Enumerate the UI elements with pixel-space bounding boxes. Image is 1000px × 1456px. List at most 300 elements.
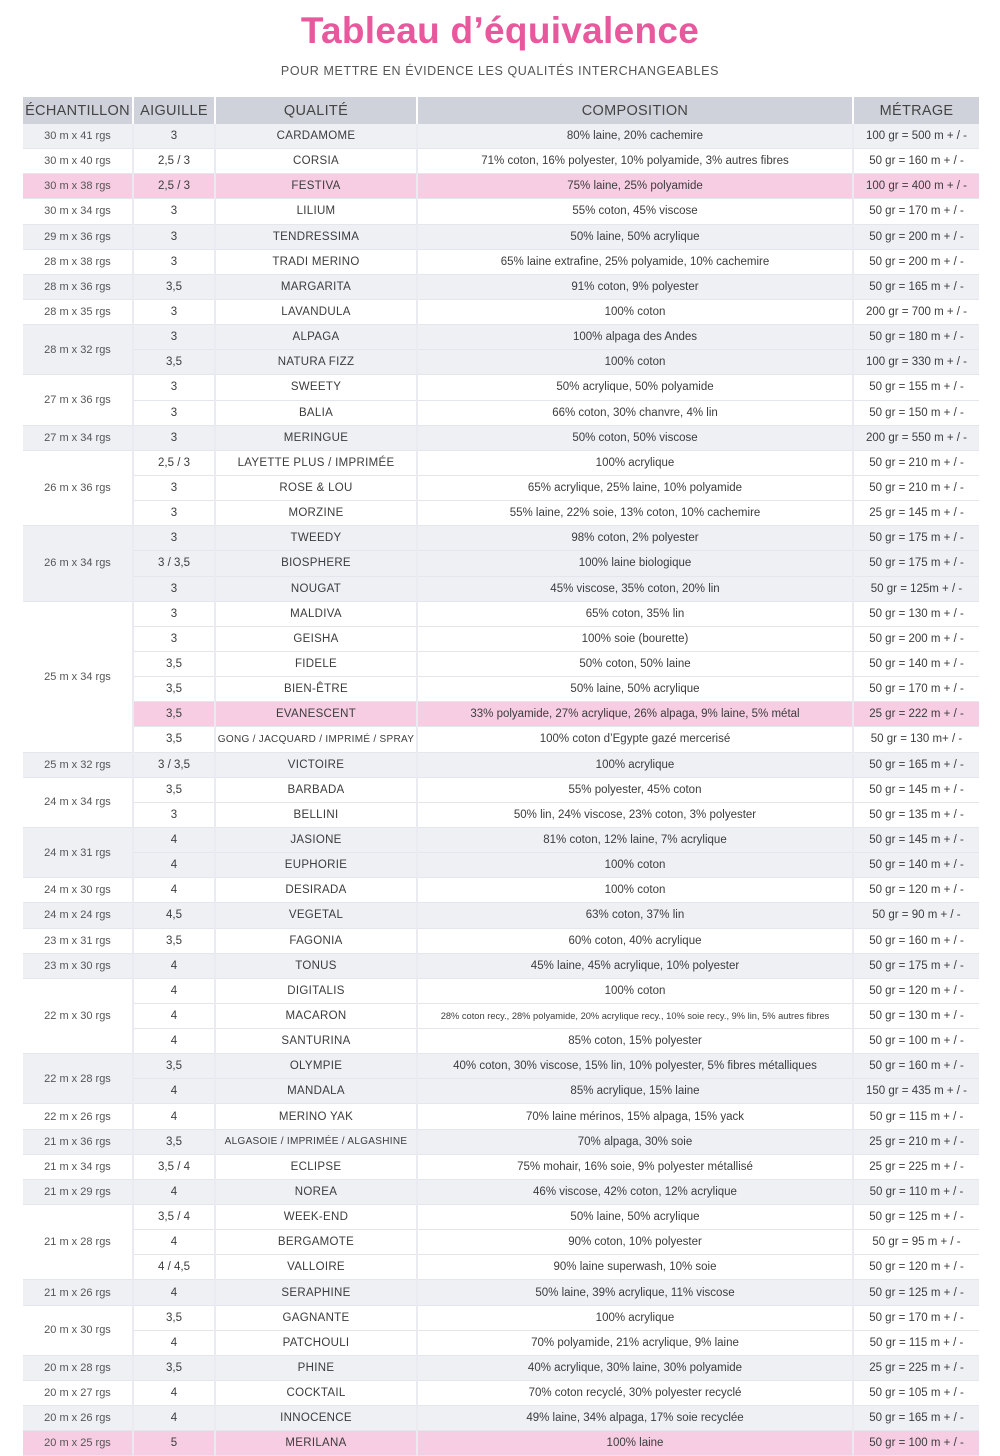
- cell-composition: 65% acrylique, 25% laine, 10% polyamide: [417, 475, 853, 500]
- cell-aiguille: 2,5 / 3: [133, 149, 215, 174]
- cell-metrage: 50 gr = 175 m + / -: [853, 953, 979, 978]
- cell-qualite: FESTIVA: [215, 174, 417, 199]
- cell-composition: 50% laine, 39% acrylique, 11% viscose: [417, 1280, 853, 1305]
- table-row: [23, 299, 979, 324]
- cell-aiguille: 3 / 3,5: [133, 551, 215, 576]
- cell-aiguille: 3: [133, 576, 215, 601]
- cell-aiguille: 3,5: [133, 677, 215, 702]
- cell-aiguille: 3: [133, 124, 215, 149]
- cell-echantillon: 20 m x 27 rgs: [23, 1381, 133, 1406]
- cell-aiguille: 4: [133, 1029, 215, 1054]
- cell-qualite: MERINGUE: [215, 425, 417, 450]
- cell-qualite: NATURA FIZZ: [215, 350, 417, 375]
- cell-composition: 100% coton: [417, 853, 853, 878]
- cell-qualite: MORZINE: [215, 501, 417, 526]
- cell-metrage: 50 gr = 170 m + / -: [853, 1305, 979, 1330]
- cell-aiguille: 2,5 / 3: [133, 450, 215, 475]
- cell-composition: 50% lin, 24% viscose, 23% coton, 3% polyester: [417, 802, 853, 827]
- cell-aiguille: 4: [133, 1330, 215, 1355]
- cell-aiguille: 3,5: [133, 1054, 215, 1079]
- table-row: [23, 1029, 979, 1054]
- cell-aiguille: 3: [133, 224, 215, 249]
- cell-aiguille: 4,5: [133, 903, 215, 928]
- cell-aiguille: 4: [133, 827, 215, 852]
- cell-qualite: VEGETAL: [215, 903, 417, 928]
- cell-qualite: LILIUM: [215, 199, 417, 224]
- cell-metrage: 50 gr = 165 m + / -: [853, 274, 979, 299]
- cell-metrage: 50 gr = 125 m + / -: [853, 1205, 979, 1230]
- cell-metrage: 25 gr = 210 m + / -: [853, 1129, 979, 1154]
- cell-echantillon: 22 m x 30 rgs: [23, 978, 133, 1053]
- cell-metrage: 50 gr = 155 m + / -: [853, 375, 979, 400]
- cell-qualite: SANTURINA: [215, 1029, 417, 1054]
- table-row: [23, 425, 979, 450]
- table-row: [23, 274, 979, 299]
- table-row: [23, 802, 979, 827]
- cell-echantillon: 22 m x 28 rgs: [23, 1054, 133, 1104]
- header-echantillon: ÉCHANTILLON: [23, 97, 133, 124]
- cell-composition: 50% acrylique, 50% polyamide: [417, 375, 853, 400]
- cell-composition: 98% coton, 2% polyester: [417, 526, 853, 551]
- cell-metrage: 50 gr = 180 m + / -: [853, 325, 979, 350]
- cell-aiguille: 3,5 / 4: [133, 1154, 215, 1179]
- cell-echantillon: 22 m x 26 rgs: [23, 1104, 133, 1129]
- table-row: [23, 601, 979, 626]
- cell-echantillon: 23 m x 31 rgs: [23, 928, 133, 953]
- table-row: [23, 1129, 979, 1154]
- cell-metrage: 25 gr = 145 m + / -: [853, 501, 979, 526]
- cell-aiguille: 3: [133, 626, 215, 651]
- cell-metrage: 50 gr = 130 m+ / -: [853, 727, 979, 752]
- cell-composition: 100% coton d’Egypte gazé mercerisé: [417, 727, 853, 752]
- cell-composition: 60% coton, 40% acrylique: [417, 928, 853, 953]
- cell-composition: 63% coton, 37% lin: [417, 903, 853, 928]
- cell-echantillon: 20 m x 28 rgs: [23, 1355, 133, 1380]
- cell-metrage: 50 gr = 125m + / -: [853, 576, 979, 601]
- cell-aiguille: 3,5: [133, 702, 215, 727]
- cell-qualite: DIGITALIS: [215, 978, 417, 1003]
- cell-qualite: BARBADA: [215, 777, 417, 802]
- cell-echantillon: 24 m x 24 rgs: [23, 903, 133, 928]
- cell-echantillon: 24 m x 34 rgs: [23, 777, 133, 827]
- cell-metrage: 100 gr = 400 m + / -: [853, 174, 979, 199]
- cell-aiguille: 3 / 3,5: [133, 752, 215, 777]
- header-qualite: QUALITÉ: [215, 97, 417, 124]
- cell-metrage: 50 gr = 160 m + / -: [853, 149, 979, 174]
- cell-echantillon: 26 m x 36 rgs: [23, 450, 133, 525]
- cell-qualite: BIEN-ÊTRE: [215, 677, 417, 702]
- cell-qualite: PATCHOULI: [215, 1330, 417, 1355]
- cell-qualite: ALPAGA: [215, 325, 417, 350]
- cell-aiguille: 4: [133, 1079, 215, 1104]
- cell-aiguille: 4: [133, 853, 215, 878]
- cell-composition: 28% coton recy., 28% polyamide, 20% acrylique recy., 10% soie recy., 9% lin, 5% autres fibres: [417, 1003, 853, 1028]
- cell-composition: 65% coton, 35% lin: [417, 601, 853, 626]
- cell-qualite: ECLIPSE: [215, 1154, 417, 1179]
- cell-composition: 100% laine: [417, 1431, 853, 1456]
- cell-composition: 66% coton, 30% chanvre, 4% lin: [417, 400, 853, 425]
- cell-metrage: 50 gr = 160 m + / -: [853, 928, 979, 953]
- cell-qualite: TRADI MERINO: [215, 249, 417, 274]
- cell-aiguille: 3: [133, 199, 215, 224]
- cell-composition: 81% coton, 12% laine, 7% acrylique: [417, 827, 853, 852]
- cell-qualite: LAYETTE PLUS / IMPRIMÉE: [215, 450, 417, 475]
- cell-qualite: MERILANA: [215, 1431, 417, 1456]
- cell-aiguille: 4: [133, 1179, 215, 1204]
- cell-aiguille: 3: [133, 375, 215, 400]
- table-row: [23, 1205, 979, 1230]
- table-row: [23, 475, 979, 500]
- table-header-row: [23, 97, 979, 124]
- table-row: [23, 249, 979, 274]
- header-composition: COMPOSITION: [417, 97, 853, 124]
- cell-echantillon: 28 m x 38 rgs: [23, 249, 133, 274]
- cell-qualite: INNOCENCE: [215, 1406, 417, 1431]
- cell-metrage: 50 gr = 175 m + / -: [853, 551, 979, 576]
- cell-metrage: 50 gr = 90 m + / -: [853, 903, 979, 928]
- cell-aiguille: 4: [133, 1104, 215, 1129]
- cell-composition: 71% coton, 16% polyester, 10% polyamide, 3% autres fibres: [417, 149, 853, 174]
- table-row: [23, 350, 979, 375]
- cell-composition: 90% laine superwash, 10% soie: [417, 1255, 853, 1280]
- cell-echantillon: 28 m x 35 rgs: [23, 299, 133, 324]
- cell-metrage: 25 gr = 222 m + / -: [853, 702, 979, 727]
- cell-composition: 55% laine, 22% soie, 13% coton, 10% cachemire: [417, 501, 853, 526]
- cell-composition: 40% acrylique, 30% laine, 30% polyamide: [417, 1355, 853, 1380]
- cell-aiguille: 3: [133, 425, 215, 450]
- table-row: [23, 1003, 979, 1028]
- cell-aiguille: 4: [133, 1003, 215, 1028]
- cell-echantillon: 25 m x 32 rgs: [23, 752, 133, 777]
- cell-qualite: EVANESCENT: [215, 702, 417, 727]
- cell-composition: 50% laine, 50% acrylique: [417, 1205, 853, 1230]
- table-row: [23, 149, 979, 174]
- table-row: [23, 1305, 979, 1330]
- cell-composition: 70% coton recyclé, 30% polyester recyclé: [417, 1381, 853, 1406]
- cell-metrage: 50 gr = 170 m + / -: [853, 677, 979, 702]
- cell-composition: 100% coton: [417, 299, 853, 324]
- cell-qualite: SERAPHINE: [215, 1280, 417, 1305]
- cell-echantillon: 25 m x 34 rgs: [23, 601, 133, 752]
- table-row: [23, 702, 979, 727]
- cell-echantillon: 30 m x 41 rgs: [23, 124, 133, 149]
- cell-metrage: 50 gr = 160 m + / -: [853, 1054, 979, 1079]
- cell-qualite: ROSE & LOU: [215, 475, 417, 500]
- cell-echantillon: 24 m x 31 rgs: [23, 827, 133, 877]
- cell-aiguille: 3: [133, 475, 215, 500]
- table-row: [23, 953, 979, 978]
- table-row: [23, 827, 979, 852]
- cell-composition: 75% mohair, 16% soie, 9% polyester métallisé: [417, 1154, 853, 1179]
- cell-echantillon: 27 m x 36 rgs: [23, 375, 133, 425]
- cell-echantillon: 21 m x 34 rgs: [23, 1154, 133, 1179]
- cell-echantillon: 21 m x 36 rgs: [23, 1129, 133, 1154]
- cell-qualite: GONG / JACQUARD / IMPRIMÉ / SPRAY: [215, 727, 417, 752]
- table-row: [23, 727, 979, 752]
- cell-aiguille: 4: [133, 953, 215, 978]
- table-row: [23, 1431, 979, 1456]
- table-row: [23, 551, 979, 576]
- cell-qualite: COCKTAIL: [215, 1381, 417, 1406]
- table-row: [23, 878, 979, 903]
- cell-composition: 90% coton, 10% polyester: [417, 1230, 853, 1255]
- cell-composition: 100% coton: [417, 978, 853, 1003]
- cell-aiguille: 3: [133, 526, 215, 551]
- cell-metrage: 50 gr = 140 m + / -: [853, 651, 979, 676]
- table-row: [23, 752, 979, 777]
- cell-metrage: 25 gr = 225 m + / -: [853, 1355, 979, 1380]
- cell-echantillon: 21 m x 28 rgs: [23, 1205, 133, 1280]
- cell-composition: 50% laine, 50% acrylique: [417, 224, 853, 249]
- cell-aiguille: 3,5 / 4: [133, 1205, 215, 1230]
- cell-metrage: 50 gr = 135 m + / -: [853, 802, 979, 827]
- cell-metrage: 50 gr = 145 m + / -: [853, 827, 979, 852]
- cell-qualite: DESIRADA: [215, 878, 417, 903]
- cell-qualite: JASIONE: [215, 827, 417, 852]
- table-row: [23, 375, 979, 400]
- table-row: [23, 1330, 979, 1355]
- cell-metrage: 200 gr = 550 m + / -: [853, 425, 979, 450]
- cell-aiguille: 3,5: [133, 350, 215, 375]
- cell-qualite: TONUS: [215, 953, 417, 978]
- cell-echantillon: 24 m x 30 rgs: [23, 878, 133, 903]
- cell-aiguille: 2,5 / 3: [133, 174, 215, 199]
- table-row: [23, 124, 979, 149]
- cell-qualite: GEISHA: [215, 626, 417, 651]
- cell-composition: 70% polyamide, 21% acrylique, 9% laine: [417, 1330, 853, 1355]
- cell-echantillon: 26 m x 34 rgs: [23, 526, 133, 601]
- cell-composition: 91% coton, 9% polyester: [417, 274, 853, 299]
- cell-metrage: 50 gr = 165 m + / -: [853, 752, 979, 777]
- page-title: Tableau d’équivalence: [300, 10, 700, 51]
- table-row: [23, 576, 979, 601]
- cell-metrage: 50 gr = 200 m + / -: [853, 626, 979, 651]
- cell-composition: 65% laine extrafine, 25% polyamide, 10% cachemire: [417, 249, 853, 274]
- table-row: [23, 853, 979, 878]
- cell-metrage: 50 gr = 210 m + / -: [853, 450, 979, 475]
- cell-metrage: 50 gr = 110 m + / -: [853, 1179, 979, 1204]
- cell-metrage: 50 gr = 130 m + / -: [853, 1003, 979, 1028]
- cell-metrage: 50 gr = 100 m + / -: [853, 1029, 979, 1054]
- cell-echantillon: 20 m x 30 rgs: [23, 1305, 133, 1355]
- table-row: [23, 1054, 979, 1079]
- table-row: [23, 325, 979, 350]
- cell-aiguille: 5: [133, 1431, 215, 1456]
- cell-metrage: 50 gr = 140 m + / -: [853, 853, 979, 878]
- cell-echantillon: 27 m x 34 rgs: [23, 425, 133, 450]
- table-row: [23, 199, 979, 224]
- cell-metrage: 50 gr = 150 m + / -: [853, 400, 979, 425]
- cell-composition: 50% laine, 50% acrylique: [417, 677, 853, 702]
- cell-qualite: SWEETY: [215, 375, 417, 400]
- cell-composition: 100% soie (bourette): [417, 626, 853, 651]
- cell-aiguille: 4: [133, 978, 215, 1003]
- table-row: [23, 1104, 979, 1129]
- cell-composition: 40% coton, 30% viscose, 15% lin, 10% polyester, 5% fibres métalliques: [417, 1054, 853, 1079]
- cell-composition: 33% polyamide, 27% acrylique, 26% alpaga, 9% laine, 5% métal: [417, 702, 853, 727]
- cell-composition: 55% coton, 45% viscose: [417, 199, 853, 224]
- cell-metrage: 50 gr = 165 m + / -: [853, 1406, 979, 1431]
- cell-metrage: 50 gr = 130 m + / -: [853, 601, 979, 626]
- cell-echantillon: 30 m x 34 rgs: [23, 199, 133, 224]
- cell-aiguille: 4: [133, 1381, 215, 1406]
- cell-metrage: 50 gr = 125 m + / -: [853, 1280, 979, 1305]
- cell-composition: 100% acrylique: [417, 752, 853, 777]
- cell-aiguille: 3: [133, 802, 215, 827]
- cell-composition: 70% laine mérinos, 15% alpaga, 15% yack: [417, 1104, 853, 1129]
- cell-composition: 55% polyester, 45% coton: [417, 777, 853, 802]
- cell-qualite: FAGONIA: [215, 928, 417, 953]
- cell-aiguille: 3: [133, 501, 215, 526]
- cell-aiguille: 4 / 4,5: [133, 1255, 215, 1280]
- cell-qualite: CORSIA: [215, 149, 417, 174]
- cell-aiguille: 3,5: [133, 1305, 215, 1330]
- cell-qualite: BELLINI: [215, 802, 417, 827]
- table-row: [23, 400, 979, 425]
- equivalence-table: [23, 97, 979, 1456]
- cell-qualite: MARGARITA: [215, 274, 417, 299]
- cell-aiguille: 3,5: [133, 777, 215, 802]
- cell-aiguille: 3,5: [133, 1129, 215, 1154]
- cell-composition: 45% viscose, 35% coton, 20% lin: [417, 576, 853, 601]
- cell-qualite: FIDELE: [215, 651, 417, 676]
- cell-qualite: CARDAMOME: [215, 124, 417, 149]
- table-row: [23, 1154, 979, 1179]
- cell-qualite: PHINE: [215, 1355, 417, 1380]
- cell-echantillon: 20 m x 26 rgs: [23, 1406, 133, 1431]
- cell-aiguille: 4: [133, 1280, 215, 1305]
- cell-composition: 100% alpaga des Andes: [417, 325, 853, 350]
- table-row: [23, 626, 979, 651]
- cell-qualite: MERINO YAK: [215, 1104, 417, 1129]
- cell-metrage: 50 gr = 120 m + / -: [853, 1255, 979, 1280]
- cell-metrage: 50 gr = 200 m + / -: [853, 224, 979, 249]
- page-subtitle: POUR METTRE EN ÉVIDENCE LES QUALITÉS INTERCHANGEABLES: [280, 64, 720, 78]
- cell-aiguille: 3,5: [133, 274, 215, 299]
- cell-metrage: 50 gr = 115 m + / -: [853, 1104, 979, 1129]
- cell-metrage: 25 gr = 225 m + / -: [853, 1154, 979, 1179]
- cell-qualite: NOREA: [215, 1179, 417, 1204]
- cell-composition: 50% coton, 50% laine: [417, 651, 853, 676]
- cell-echantillon: 30 m x 38 rgs: [23, 174, 133, 199]
- cell-composition: 70% alpaga, 30% soie: [417, 1129, 853, 1154]
- table-row: [23, 224, 979, 249]
- cell-metrage: 50 gr = 115 m + / -: [853, 1330, 979, 1355]
- table-row: [23, 174, 979, 199]
- cell-qualite: BERGAMOTE: [215, 1230, 417, 1255]
- cell-metrage: 50 gr = 105 m + / -: [853, 1381, 979, 1406]
- cell-aiguille: 4: [133, 1406, 215, 1431]
- cell-metrage: 50 gr = 100 m + / -: [853, 1431, 979, 1456]
- cell-composition: 45% laine, 45% acrylique, 10% polyester: [417, 953, 853, 978]
- cell-echantillon: 23 m x 30 rgs: [23, 953, 133, 978]
- table-row: [23, 1255, 979, 1280]
- cell-metrage: 100 gr = 330 m + / -: [853, 350, 979, 375]
- cell-aiguille: 3: [133, 325, 215, 350]
- cell-echantillon: 28 m x 32 rgs: [23, 325, 133, 375]
- cell-aiguille: 3,5: [133, 1355, 215, 1380]
- cell-qualite: VICTOIRE: [215, 752, 417, 777]
- cell-metrage: 50 gr = 120 m + / -: [853, 878, 979, 903]
- cell-echantillon: 29 m x 36 rgs: [23, 224, 133, 249]
- cell-qualite: ALGASOIE / IMPRIMÉE / ALGASHINE: [215, 1129, 417, 1154]
- cell-composition: 100% acrylique: [417, 450, 853, 475]
- cell-qualite: EUPHORIE: [215, 853, 417, 878]
- cell-composition: 85% coton, 15% polyester: [417, 1029, 853, 1054]
- cell-composition: 46% viscose, 42% coton, 12% acrylique: [417, 1179, 853, 1204]
- table-row: [23, 777, 979, 802]
- cell-aiguille: 4: [133, 1230, 215, 1255]
- cell-aiguille: 3,5: [133, 727, 215, 752]
- cell-aiguille: 3: [133, 249, 215, 274]
- cell-aiguille: 3: [133, 400, 215, 425]
- table-row: [23, 1406, 979, 1431]
- cell-aiguille: 3,5: [133, 928, 215, 953]
- cell-qualite: LAVANDULA: [215, 299, 417, 324]
- cell-echantillon: 21 m x 29 rgs: [23, 1179, 133, 1204]
- table-row: [23, 450, 979, 475]
- cell-echantillon: 21 m x 26 rgs: [23, 1280, 133, 1305]
- table-row: [23, 1280, 979, 1305]
- cell-composition: 100% coton: [417, 350, 853, 375]
- cell-metrage: 50 gr = 210 m + / -: [853, 475, 979, 500]
- cell-qualite: GAGNANTE: [215, 1305, 417, 1330]
- cell-composition: 75% laine, 25% polyamide: [417, 174, 853, 199]
- table-row: [23, 928, 979, 953]
- cell-qualite: BALIA: [215, 400, 417, 425]
- cell-aiguille: 3,5: [133, 651, 215, 676]
- cell-metrage: 50 gr = 200 m + / -: [853, 249, 979, 274]
- table-row: [23, 501, 979, 526]
- table-row: [23, 1355, 979, 1380]
- cell-metrage: 100 gr = 500 m + / -: [853, 124, 979, 149]
- table-row: [23, 1079, 979, 1104]
- cell-metrage: 200 gr = 700 m + / -: [853, 299, 979, 324]
- table-row: [23, 978, 979, 1003]
- table-row: [23, 903, 979, 928]
- cell-qualite: MANDALA: [215, 1079, 417, 1104]
- cell-composition: 85% acrylique, 15% laine: [417, 1079, 853, 1104]
- cell-metrage: 150 gr = 435 m + / -: [853, 1079, 979, 1104]
- cell-composition: 100% coton: [417, 878, 853, 903]
- table-row: [23, 526, 979, 551]
- cell-composition: 100% laine biologique: [417, 551, 853, 576]
- cell-composition: 100% acrylique: [417, 1305, 853, 1330]
- cell-aiguille: 3: [133, 601, 215, 626]
- cell-composition: 49% laine, 34% alpaga, 17% soie recyclée: [417, 1406, 853, 1431]
- cell-qualite: TWEEDY: [215, 526, 417, 551]
- table-row: [23, 651, 979, 676]
- cell-echantillon: 30 m x 40 rgs: [23, 149, 133, 174]
- table-body: [23, 124, 979, 1456]
- cell-qualite: MALDIVA: [215, 601, 417, 626]
- cell-composition: 50% coton, 50% viscose: [417, 425, 853, 450]
- cell-metrage: 50 gr = 170 m + / -: [853, 199, 979, 224]
- cell-metrage: 50 gr = 95 m + / -: [853, 1230, 979, 1255]
- cell-qualite: NOUGAT: [215, 576, 417, 601]
- cell-composition: 80% laine, 20% cachemire: [417, 124, 853, 149]
- cell-echantillon: 20 m x 25 rgs: [23, 1431, 133, 1456]
- table-row: [23, 1179, 979, 1204]
- header-metrage: MÉTRAGE: [853, 97, 979, 124]
- table-row: [23, 677, 979, 702]
- cell-aiguille: 3: [133, 299, 215, 324]
- cell-metrage: 50 gr = 120 m + / -: [853, 978, 979, 1003]
- table-row: [23, 1381, 979, 1406]
- cell-qualite: WEEK-END: [215, 1205, 417, 1230]
- cell-qualite: MACARON: [215, 1003, 417, 1028]
- table-row: [23, 1230, 979, 1255]
